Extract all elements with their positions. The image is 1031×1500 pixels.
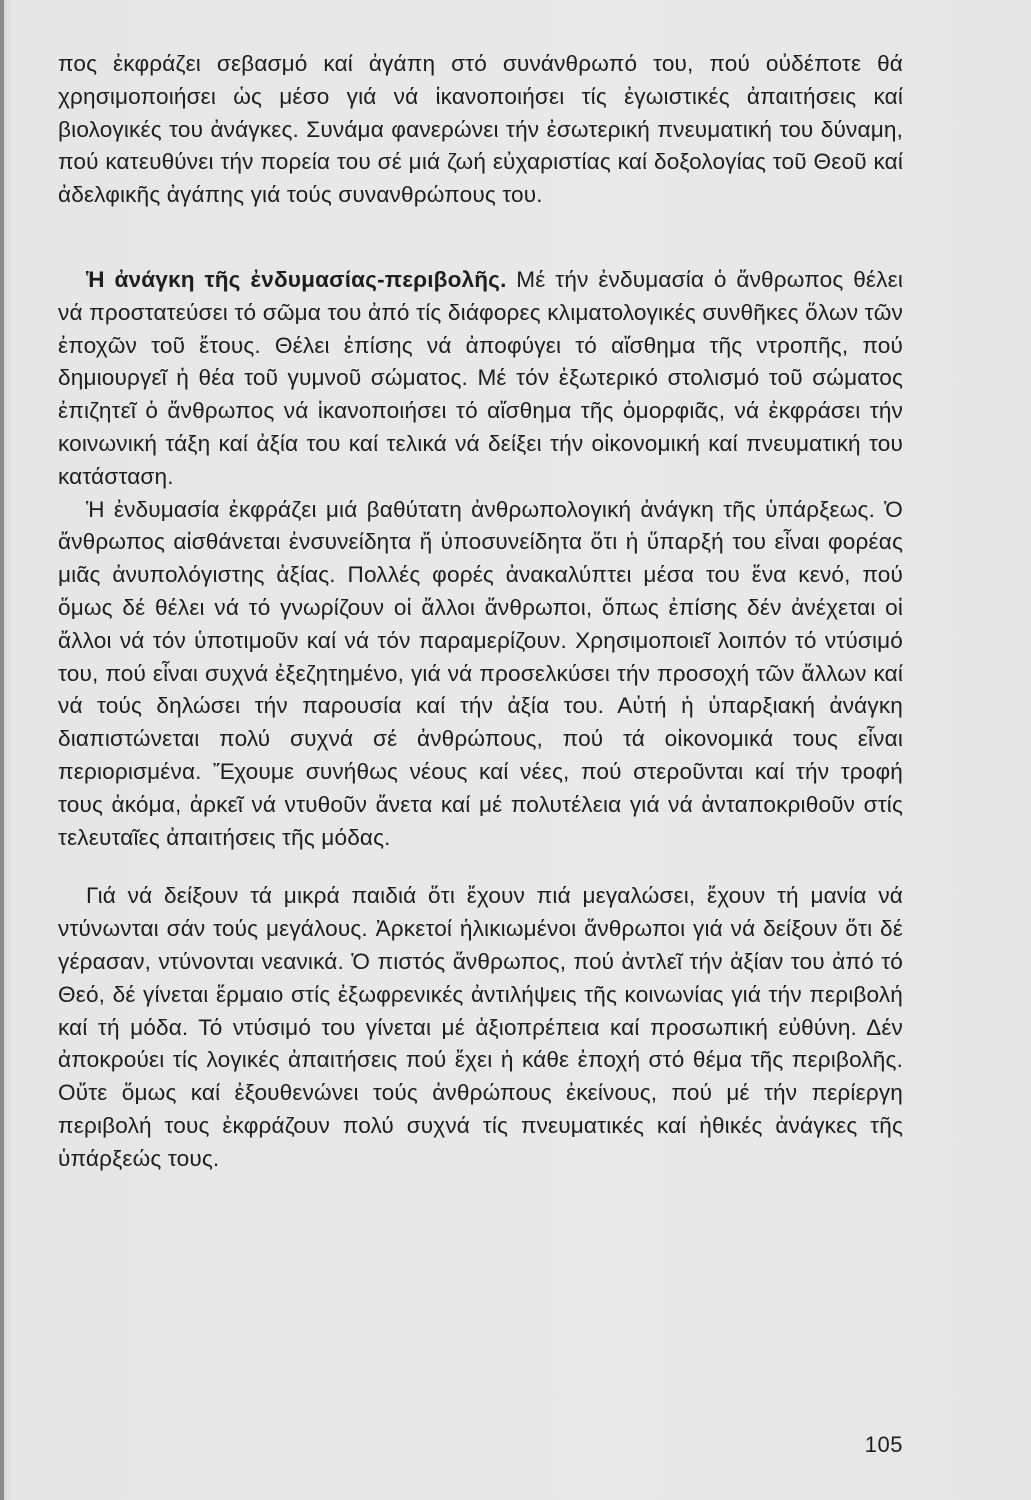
paragraph-4: Γιά νά δείξουν τά μικρά παιδιά ὅτι ἔχουν πιά μεγαλώσει, ἔχουν τή μανία νά ντύνωνται σάν τούς μεγάλους. Ἀρκετοί ἡλικιωμένοι ἄνθρωποι γιά νά δείξουν ὅτι δέ γέρασαν, ντύνονται νεανικά. Ὁ πιστός ἄνθρωπος, πού ἀντλεῖ τήν ἀξίαν του ἀπό τό Θεό, δέ γίνεται ἕρμαιο στίς ἐξωφρενικές ἀντιλήψεις τῆς κοινωνίας γιά τήν περιβολή καί τή μόδα. Τό ντύσιμό του γίνεται μέ ἀξιοπρέπεια καί προσωπική εὐθύνη. Δέν ἀποκρούει τίς λογικές ἀπαιτήσεις πού ἔχει ἡ κάθε ἐποχή στό θέμα τῆς περιβολῆς. Οὔτε ὅμως καί ἐξουθενώνει τούς ἀνθρώπους ἐκείνους, πού μέ τήν περίεργη περιβολή τους ἐκφράζουν πολύ συχνά τίς πνευματικές καί ἠθικές ἀνάγκες τῆς ὑπάρξεώς τους. [58,883,903,1171]
page-spine-edge [0,0,4,1500]
paragraph-3: Ἡ ἐνδυμασία ἐκφράζει μιά βαθύτατη ἀνθρωπολογική ἀνάγκη τῆς ὑπάρξεως. Ὁ ἄνθρωπος αἰσθάνεται ἐνσυνείδητα ἤ ὑποσυνείδητα ὅτι ἡ ὕπαρξή του εἶναι φορέας μιᾶς ἀνυπολόγιστης ἀξίας. Πολλές φορές ἀνακαλύπτει μέσα του ἕνα κενό, πού ὅμως δέ θέλει νά τό γνωρίζουν οἱ ἄλλοι ἄνθρωποι, ὅπως ἐπίσης δέν ἀνέχεται οἱ ἄλλοι νά τόν ὑποτιμοῦν καί νά τόν παραμερίζουν. Χρησιμοποιεῖ λοιπόν τό ντύσιμό του, πού εἶναι συχνά ἐξεζητημένο, γιά νά προσελκύσει τήν προσοχή τῶν ἄλλων καί νά τούς δηλώσει τήν παρουσία καί τήν ἀξία του. Αὐτή ἡ ὑπαρξιακή ἀνάγκη διαπιστώνεται πολύ συχνά σέ ἀνθρώπους, πού τά οἰκονομικά τους εἶναι περιορισμένα. Ἔχουμε συνήθως νέους καί νέες, πού στεροῦνται καί τήν τροφή τους ἀκόμα, ἀρκεῖ νά ντυθοῦν ἄνετα καί μέ πολυτέλεια γιά νά ἀνταποκριθοῦν στίς τελευταῖες ἀπαιτήσεις τῆς μόδας. [58,496,903,850]
section-heading: Ἡ ἀνάγκη τῆς ἐνδυμασίας-περιβολῆς. [86,266,507,292]
page-number: 105 [864,1432,903,1457]
body-text [58,48,903,1176]
paragraph-2 [58,264,903,494]
paragraph-1: πος ἐκφράζει σεβασμό καί ἀγάπη στό συνάνθρωπό του, πού οὐδέποτε θά χρησιμοποιήσει ὡς μέσο γιά νά ἱκανοποιήσει τίς ἐγωιστικές ἀπαιτήσεις καί βιολογικές του ἀνάγκες. Συνάμα φανερώνει τήν ἐσωτερική πνευματική του δύναμη, πού κατευθύνει τήν πορεία του σέ μιά ζωή εὐχαριστίας καί δοξολογίας τοῦ Θεοῦ καί ἀδελφικῆς ἀγάπης γιά τούς συνανθρώπους του. [58,51,903,208]
paragraph-2-body: Μέ τήν ἐνδυμασία ὁ ἄνθρωπος θέλει νά προστατεύσει τό σῶμα του ἀπό τίς διάφορες κλιματολογικές συνθῆκες ὅλων τῶν ἐποχῶν τοῦ ἔτους. Θέλει ἐπίσης νά ἀποφύγει τό αἴσθημα τῆς ντροπῆς, πού δημιουργεῖ ἡ θέα τοῦ γυμνοῦ σώματος. Μέ τόν ἐξωτερικό στολισμό τοῦ σώματος ἐπιζητεῖ ὁ ἄνθρωπος νά ἱκανοποιήσει τό αἴσθημα τῆς ὀμορφιᾶς, νά ἐκφράσει τήν κοινωνική τάξη καί ἀξία του καί τελικά νά δείξει τήν οἰκονομική καί πνευματική του κατάσταση. [58,266,903,489]
